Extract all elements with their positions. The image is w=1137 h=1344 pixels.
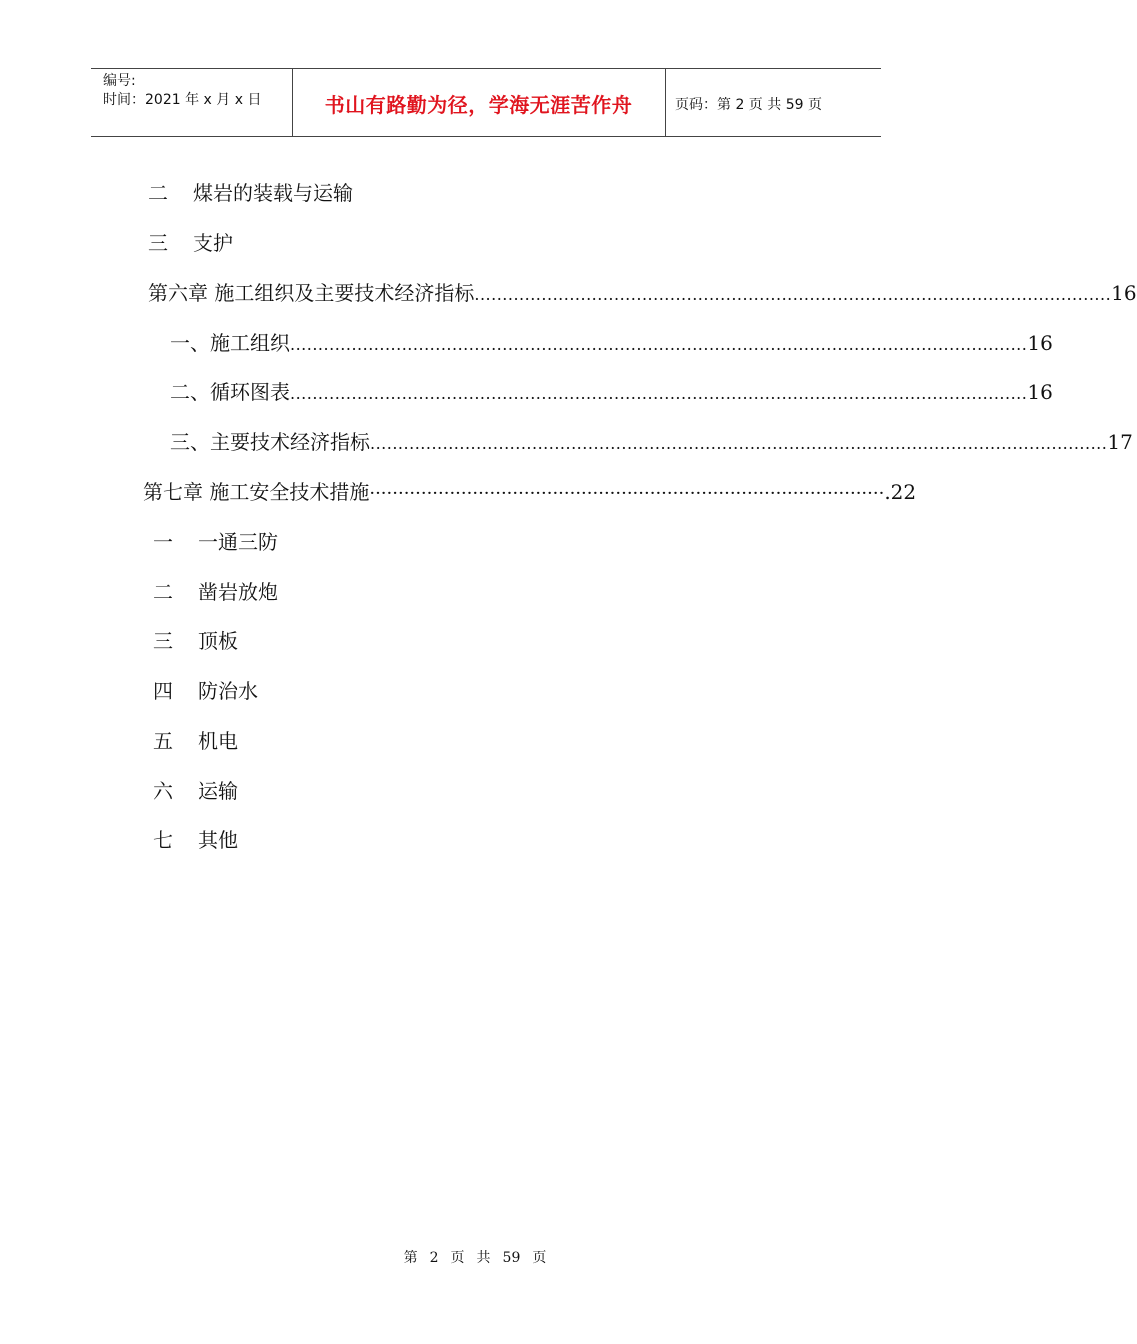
toc-item-title: 机电: [198, 729, 238, 753]
toc-item: [153, 530, 278, 554]
toc-leader-dots: ..................................................................................................................: [474, 285, 1112, 304]
toc-page-number: 17: [1107, 430, 1133, 454]
toc-section[interactable]: [170, 430, 1133, 456]
toc-chapter-title: 第六章 施工组织及主要技术经济指标: [148, 281, 475, 305]
toc-leader-dots: ....................................................................................................................................: [370, 434, 1108, 453]
toc-item-number: 六: [153, 779, 173, 803]
header-motto: 书山有路勤为径，学海无涯苦作舟: [324, 93, 633, 117]
toc-page-number: .22: [884, 480, 917, 504]
toc-item-number: 七: [153, 828, 173, 852]
toc-item-number: 二: [148, 181, 168, 205]
footer-total-pages: 59: [502, 1250, 521, 1266]
page-header: [91, 68, 881, 137]
toc-item-number: 四: [153, 679, 173, 703]
toc-chapter-seven[interactable]: [143, 480, 917, 506]
toc-item: [148, 181, 353, 205]
toc-item: [153, 779, 238, 803]
toc-item-title: 防治水: [198, 679, 258, 703]
toc-item-title: 煤岩的装载与运输: [193, 181, 353, 205]
toc-leader-dots: ....................................................................................................................................: [290, 384, 1028, 403]
toc-item: [153, 729, 238, 753]
toc-item: [153, 828, 238, 852]
footer-word: 页: [532, 1250, 547, 1266]
toc-page-number: 16: [1027, 331, 1053, 355]
toc-item: [148, 231, 233, 255]
toc-page-number: 16: [1027, 380, 1053, 404]
toc-item: [153, 629, 238, 653]
page-footer: [0, 1247, 950, 1267]
toc-chapter-title: 第七章 施工安全技术措施: [143, 480, 370, 504]
toc-page-number: 16: [1111, 281, 1137, 305]
toc-item-title: 一通三防: [198, 530, 278, 554]
toc-item-number: 五: [153, 729, 173, 753]
toc-item: [153, 580, 278, 604]
toc-section[interactable]: [170, 380, 1053, 406]
footer-word: 共: [476, 1250, 491, 1266]
toc-section-title: 三、主要技术经济指标: [170, 430, 370, 454]
toc-section-title: 一、施工组织: [170, 331, 290, 355]
footer-word: 页: [450, 1250, 465, 1266]
toc-chapter-six[interactable]: [148, 281, 1137, 307]
toc-item: [153, 679, 258, 703]
toc-section[interactable]: [170, 331, 1053, 357]
toc-item-number: 一: [153, 530, 173, 554]
toc-item-number: 二: [153, 580, 173, 604]
toc-item-title: 其他: [198, 828, 238, 852]
toc-leader-dots: ....................................................................................................................................: [290, 335, 1028, 354]
toc-leader-dots: ··························································································: [369, 483, 885, 504]
toc-item-number: 三: [153, 629, 173, 653]
header-page-info: 页码：第 2 页 共 59 页: [675, 97, 822, 113]
code-label: 编号:: [103, 73, 136, 89]
toc-item-title: 支护: [193, 231, 233, 255]
time-label: 时间：2021 年 x 月 x 日: [103, 92, 262, 108]
toc-item-title: 运输: [198, 779, 238, 803]
footer-word: 第: [403, 1250, 418, 1266]
footer-page-number: 2: [429, 1250, 439, 1266]
toc-item-number: 三: [148, 231, 168, 255]
header-meta: [103, 72, 261, 110]
toc-item-title: 凿岩放炮: [198, 580, 278, 604]
toc-item-title: 顶板: [198, 629, 238, 653]
toc-section-title: 二、循环图表: [170, 380, 290, 404]
header-divider: [665, 69, 666, 136]
